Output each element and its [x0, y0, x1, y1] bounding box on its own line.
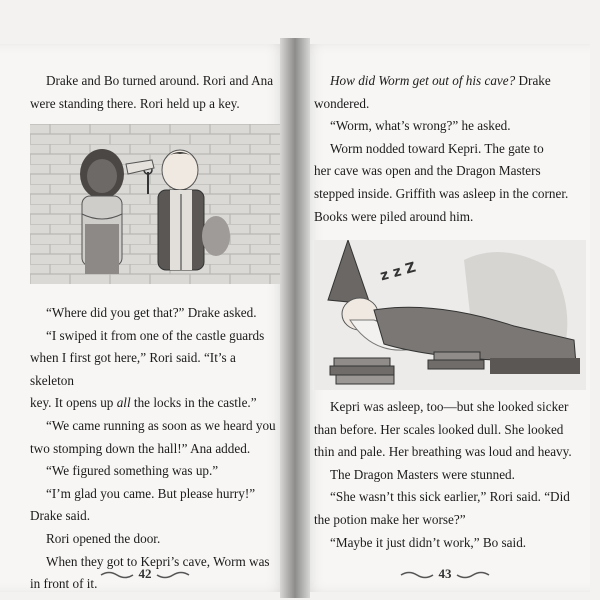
text-span: key. It opens up [30, 395, 117, 411]
text-line: the potion make her worse?” [314, 511, 466, 527]
text-line: wondered. [314, 95, 370, 111]
left-page-footer [0, 566, 290, 582]
text-line [314, 70, 584, 93]
text-line: When they got to Kepri’s cave, Worm was [46, 553, 270, 569]
left-page-text-top [30, 70, 280, 115]
text-line: in front of it. [30, 576, 98, 592]
text-line: “Maybe it just didn’t work,” Bo said. [330, 534, 527, 550]
text-span: the locks in the castle.” [130, 395, 257, 411]
text-line: when I first got here,” Rori said. “It’s a skeleton [30, 350, 236, 388]
text-line: The Dragon Masters were stunned. [330, 466, 515, 482]
right-page-text-top [314, 70, 584, 228]
text-line: Worm nodded toward Kepri. The gate to [330, 140, 544, 156]
text-line: “We figured something was up.” [46, 463, 219, 479]
text-emphasis: How did Worm get out of his cave? [330, 73, 516, 88]
illustration-griffith-sleeping [314, 240, 586, 390]
ornament-swash-icon [455, 570, 491, 580]
text-line: Kepri was asleep, too—but she looked sicker [330, 399, 569, 414]
text-line: stepped inside. Griffith was asleep in the corner. [314, 185, 569, 201]
left-page [0, 44, 290, 592]
text-line: than before. Her scales looked dull. She looked [314, 421, 564, 437]
text-line: “Where did you get that?” Drake asked. [46, 305, 257, 320]
text-line: “I’m glad you came. But please hurry!” [46, 485, 256, 501]
text-line: two stomping down the hall!” Ana added. [30, 440, 251, 456]
page-number: 43 [438, 566, 452, 581]
text-line: Books were piled around him. [314, 208, 474, 224]
text-line [30, 392, 280, 415]
ornament-swash-icon [155, 570, 191, 580]
text-line: thin and pale. Her breathing was loud and heavy. [314, 444, 572, 460]
text-line: Rori opened the door. [46, 530, 161, 546]
text-line: Drake said. [30, 508, 91, 524]
text-line: her cave was open and the Dragon Masters [314, 163, 541, 179]
text-line: “Worm, what’s wrong?” he asked. [330, 118, 511, 134]
ornament-swash-icon [99, 570, 135, 580]
snore-zzz-label: z z Z [378, 259, 418, 285]
text-line: “I swiped it from one of the castle guards [46, 327, 265, 343]
text-line: “She wasn’t this sick earlier,” Rori said. “Did [330, 489, 570, 505]
illustration-rori-ana-key [30, 124, 280, 284]
text-line: Drake and Bo turned around. Rori and Ana [46, 73, 274, 88]
text-line: “We came running as soon as we heard you [46, 417, 276, 433]
page-number: 42 [138, 566, 152, 581]
book-gutter [280, 38, 310, 598]
right-page [300, 44, 590, 592]
text-span: Drake [515, 73, 551, 88]
illustration-drawing [314, 240, 586, 390]
left-page-text-bottom [30, 302, 280, 592]
text-line: were standing there. Rori held up a key. [30, 95, 240, 111]
right-page-text-bottom [314, 396, 584, 554]
ornament-swash-icon [399, 570, 435, 580]
illustration-drawing [30, 124, 280, 284]
right-page-footer [300, 566, 590, 582]
text-emphasis: all [116, 395, 131, 411]
